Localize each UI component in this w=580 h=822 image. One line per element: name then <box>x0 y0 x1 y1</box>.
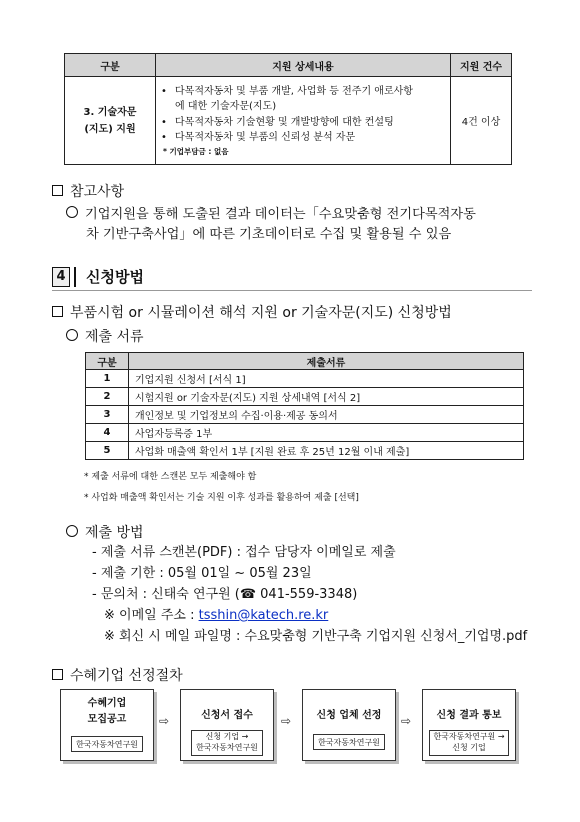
doc-name: 사업자등록증 1부 <box>129 424 524 442</box>
table-row <box>86 424 524 442</box>
section-number: 4 <box>52 267 70 287</box>
email-link[interactable]: tsshin@katech.re.kr <box>198 608 329 623</box>
reference-title: 참고사항 <box>70 184 125 200</box>
reference-line1: 기업지원을 통해 도출된 결과 데이터는「수요맞춤형 전기다목적자동 <box>85 207 476 222</box>
header-detail: 지원 상세내용 <box>156 54 451 77</box>
right-arrow-icon: ⇨ <box>159 714 170 728</box>
support-detail-table <box>64 53 512 165</box>
detail-bullet: • 다목적자동차 기술현황 및 개발방향에 대한 컨설팅 <box>175 115 447 131</box>
detail-bullet: • 다목적자동차 및 부품의 신뢰성 분석 자문 <box>175 130 447 146</box>
selection-title: 수혜기업 선정절차 <box>70 668 183 684</box>
doc-name: 사업화 매출액 확인서 1부 [지원 완료 후 25년 12월 이내 제출] <box>129 442 524 460</box>
method-heading <box>66 522 144 542</box>
step-head <box>61 696 153 728</box>
step-head-line: 모집공고 <box>87 714 127 725</box>
step-sub <box>313 734 385 750</box>
table-row <box>86 370 524 388</box>
selection-heading <box>52 665 183 685</box>
reference-heading <box>52 181 124 201</box>
circle-bullet-icon <box>66 206 78 218</box>
email-line <box>92 605 527 626</box>
section-title: 신청방법 <box>86 268 144 286</box>
detail-bullet: • 다목적자동차 및 부품 개발, 사업화 등 전주기 애로사항 <box>175 84 447 100</box>
method-list <box>92 542 527 647</box>
category-cell <box>65 77 156 165</box>
table-row <box>86 388 524 406</box>
step-box <box>180 689 274 761</box>
docs-heading <box>66 326 144 346</box>
footnote-sales: * 사업화 매출액 확인서는 기술 지원 이후 성과를 활용하여 제출 [선택] <box>84 493 359 503</box>
step-sub-line: 한국자동차연구원 <box>318 738 380 747</box>
step-sub-line: 한국자동차연구원 <box>196 743 258 752</box>
method-contact: - 문의처 : 신태숙 연구원 (☎ 041-559-3348) <box>92 587 358 602</box>
circle-bullet-icon <box>66 525 78 537</box>
method-title: 제출 방법 <box>85 525 144 541</box>
square-bullet-icon <box>52 306 63 317</box>
footnote-scan: * 제출 서류에 대한 스캔본 모두 제출해야 함 <box>84 472 257 482</box>
detail-bullet-continued: 에 대한 기술자문(지도) <box>175 101 277 112</box>
application-subtitle: 부품시험 or 시뮬레이션 해석 지원 or 기술자문(지도) 신청방법 <box>70 305 452 321</box>
right-arrow-icon: ⇨ <box>281 714 292 728</box>
detail-cell <box>156 77 451 165</box>
table-row <box>86 442 524 460</box>
doc-no: 5 <box>86 442 129 460</box>
docs-header-doc: 제출서류 <box>129 353 524 370</box>
step-box <box>60 689 154 761</box>
step-sub <box>191 730 263 756</box>
step-sub <box>71 736 143 752</box>
step-sub-line: 한국자동차연구원 <box>76 740 138 749</box>
doc-no: 1 <box>86 370 129 388</box>
step-sub-line: 한국자동차연구원 → <box>433 732 505 741</box>
filename-note: ※ 회신 시 메일 파일명 : 수요맞춤형 기반구축 기업지원 신청서_기업명.pdf <box>104 629 528 644</box>
category-line1: 3. 기술자문 <box>83 106 137 118</box>
header-category: 구분 <box>65 54 156 77</box>
step-head: 신청서 접수 <box>201 710 253 721</box>
email-label: ※ 이메일 주소 : <box>104 608 199 623</box>
application-heading <box>52 302 452 322</box>
count-cell: 4건 이상 <box>451 77 512 165</box>
header-count: 지원 건수 <box>451 54 512 77</box>
doc-name: 기업지원 신청서 [서식 1] <box>129 370 524 388</box>
reference-paragraph <box>66 205 476 245</box>
documents-table <box>85 352 524 460</box>
category-line2: (지도) 지원 <box>84 123 136 135</box>
reference-line2: 차 기반구축사업」에 따른 기초데이터로 수집 및 활용될 수 있음 <box>86 227 452 242</box>
section-underline <box>52 290 532 291</box>
table-row <box>86 406 524 424</box>
step-sub <box>429 730 509 756</box>
step-box <box>422 689 516 761</box>
step-head: 신청 업체 선정 <box>316 710 382 721</box>
step-sub-line: 신청 기업 <box>452 743 486 752</box>
doc-name: 개인정보 및 기업정보의 수집·이용·제공 동의서 <box>129 406 524 424</box>
step-sub-line: 신청 기업 → <box>205 732 249 741</box>
doc-no: 4 <box>86 424 129 442</box>
step-head-line: 수혜기업 <box>87 698 127 709</box>
docs-title: 제출 서류 <box>85 329 144 345</box>
square-bullet-icon <box>52 185 63 196</box>
doc-no: 2 <box>86 388 129 406</box>
cost-note: * 기업부담금 : 없음 <box>163 146 229 156</box>
circle-bullet-icon <box>66 329 78 341</box>
doc-name: 시험지원 or 기술자문(지도) 지원 상세내역 [서식 2] <box>129 388 524 406</box>
right-arrow-icon: ⇨ <box>401 714 412 728</box>
method-deadline: - 제출 기한 : 05월 01일 ~ 05월 23일 <box>92 566 312 581</box>
docs-header-no: 구분 <box>86 353 129 370</box>
step-head: 신청 결과 통보 <box>436 710 502 721</box>
doc-no: 3 <box>86 406 129 424</box>
step-box <box>302 689 396 761</box>
section-divider <box>74 267 76 287</box>
method-submit: - 제출 서류 스캔본(PDF) : 접수 담당자 이메일로 제출 <box>92 545 396 560</box>
square-bullet-icon <box>52 669 63 680</box>
